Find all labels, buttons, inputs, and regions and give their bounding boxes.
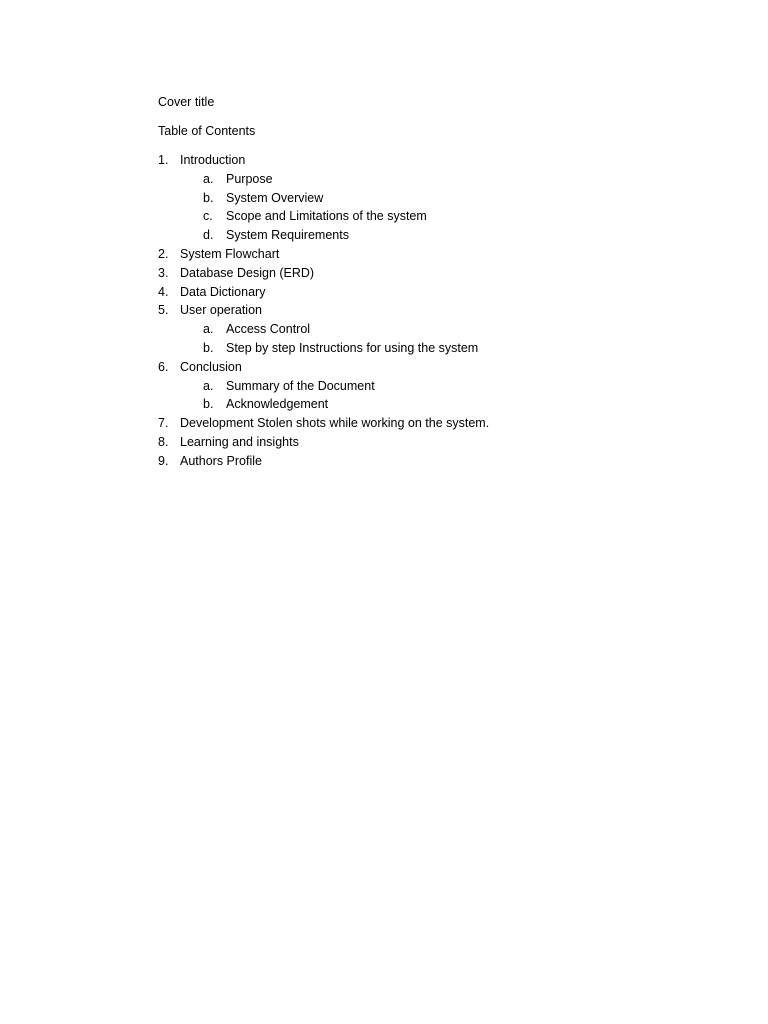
toc-item-5 bbox=[158, 301, 718, 320]
toc-item-label: Data Dictionary bbox=[180, 284, 266, 299]
toc-item-number: 6. bbox=[158, 359, 169, 374]
toc-item-number: a. bbox=[203, 378, 214, 393]
toc-item-label: Access Control bbox=[226, 322, 311, 337]
toc-item-number: a. bbox=[203, 171, 214, 186]
toc-item-1 bbox=[158, 151, 718, 170]
toc-item-number: d. bbox=[203, 228, 214, 243]
toc-item-number: 7. bbox=[158, 416, 169, 431]
toc-item-9 bbox=[158, 452, 718, 471]
toc-item-number: 2. bbox=[158, 246, 169, 261]
toc-heading: Table of Contents bbox=[158, 124, 256, 138]
toc-item-label: System Requirements bbox=[226, 228, 349, 243]
toc-item-number: 4. bbox=[158, 284, 169, 299]
toc-item-label: Acknowledgement bbox=[226, 397, 329, 412]
toc-item-number: 9. bbox=[158, 453, 169, 468]
toc-subitem-5b bbox=[158, 339, 718, 358]
toc-item-label: System Flowchart bbox=[180, 246, 280, 261]
toc-item-number: a. bbox=[203, 322, 214, 337]
toc-item-number: b. bbox=[203, 340, 214, 355]
toc-item-7 bbox=[158, 414, 718, 433]
toc-subitem-6b bbox=[158, 395, 718, 414]
cover-title: Cover title bbox=[158, 95, 215, 109]
toc-item-4 bbox=[158, 283, 718, 302]
toc-item-label: User operation bbox=[180, 303, 262, 318]
toc-item-3 bbox=[158, 264, 718, 283]
toc-item-number: 3. bbox=[158, 265, 169, 280]
toc-item-label: Development Stolen shots while working on the system. bbox=[180, 416, 490, 431]
toc-list bbox=[158, 151, 718, 471]
toc-item-2 bbox=[158, 245, 718, 264]
toc-item-label: Authors Profile bbox=[180, 453, 262, 468]
toc-subitem-1b bbox=[158, 189, 718, 208]
toc-item-label: System Overview bbox=[226, 190, 324, 205]
toc-item-label: Conclusion bbox=[180, 359, 242, 374]
toc-item-number: 5. bbox=[158, 303, 169, 318]
toc-item-number: 8. bbox=[158, 434, 169, 449]
toc-item-label: Learning and insights bbox=[180, 434, 299, 449]
toc-item-label: Purpose bbox=[226, 171, 273, 186]
toc-item-label: Database Design (ERD) bbox=[180, 265, 315, 280]
toc-subitem-6a bbox=[158, 377, 718, 396]
toc-subitem-5a bbox=[158, 320, 718, 339]
toc-item-6 bbox=[158, 358, 718, 377]
toc-item-label: Scope and Limitations of the system bbox=[226, 209, 427, 224]
toc-item-number: 1. bbox=[158, 153, 169, 167]
toc-item-8 bbox=[158, 433, 718, 452]
toc-item-label: Step by step Instructions for using the system bbox=[226, 340, 479, 355]
toc-item-label: Introduction bbox=[180, 153, 246, 167]
toc-item-number: b. bbox=[203, 397, 214, 412]
toc-item-label: Summary of the Document bbox=[226, 378, 375, 393]
toc-item-number: b. bbox=[203, 190, 214, 205]
toc-subitem-1a bbox=[158, 170, 718, 189]
toc-subitem-1c bbox=[158, 207, 718, 226]
toc-item-number: c. bbox=[203, 209, 213, 224]
toc-subitem-1d bbox=[158, 226, 718, 245]
